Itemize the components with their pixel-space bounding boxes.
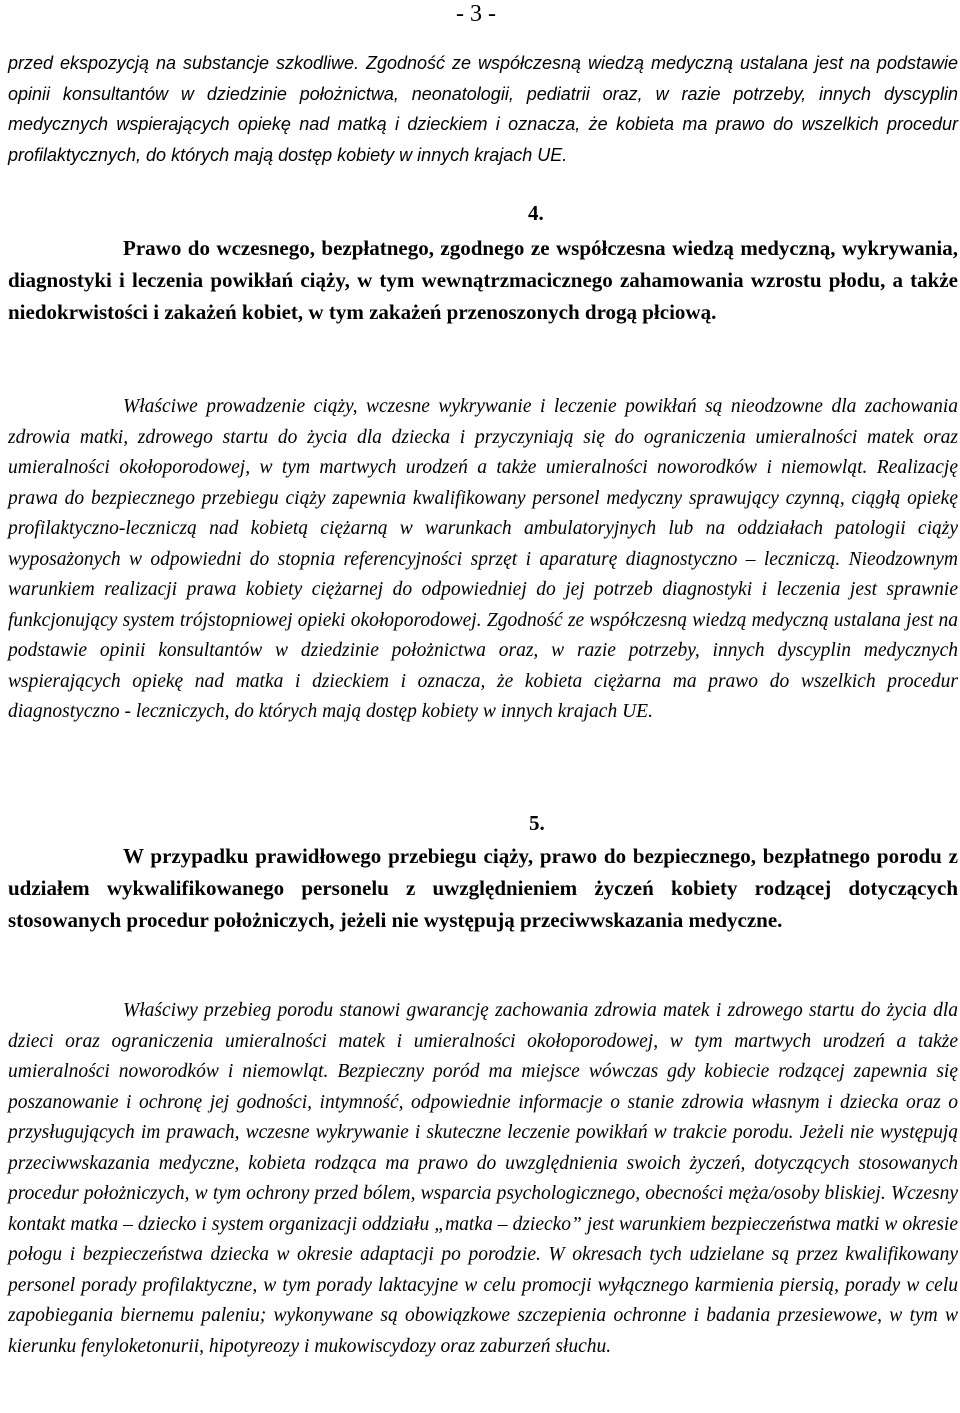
section-4-body-part2: Realizację prawa do bezpiecznego przebiegu ciąży zapewnia kwalifikowany personel medyczny sprawujący czynną, ciągłą opiekę profilaktyczno-leczniczą nad kobietą ciężarną w warunkach ambulatoryjnych lub na oddziałach patologii ciąży wyposażonych w odpowiedni do stopnia referencyjności sprzęt i aparaturę diagnostyczno – leczniczą.	[8, 457, 958, 570]
section-4-body-part1: Właściwe prowadzenie ciąży, wczesne wykrywanie i leczenie powikłań są nieodzowne dla zachowania zdrowia matki, zdrowego startu do życia dla dziecka i przyczyniają się do ograniczenia umieralności matek oraz umieralności okołoporodowej, w tym martwych urodzeń a także umieralności noworodków i niemowląt.	[8, 396, 958, 478]
section-5-body	[8, 996, 958, 1362]
section-4-body-part4: Zgodność ze współczesną wiedzą medyczną ustalana jest na podstawie opinii konsultantów w dziedzinie położnictwa oraz, w razie potrzeby, innych dyscyplin medycznych wspierających opiekę nad matka i dzieckiem i oznacza, że kobieta ciężarna ma prawo do wszelkich procedur diagnostyczno - leczniczych, do których mają dostęp kobiety w innych krajach UE.	[8, 609, 959, 722]
section-4-number: 4.	[528, 201, 544, 225]
section-4-heading: Prawo do wczesnego, bezpłatnego, zgodnego ze współczesna wiedzą medyczną, wykrywania, diagnostyki i leczenia powikłań ciąży, w tym wewnątrzmacicznego zahamowania wzrostu płodu, a także niedokrwistości i zakażeń kobiet, w tym zakażeń przenoszonych drogą płciową.	[8, 236, 958, 324]
section-5-body-part5: W okresach tych udzielane są przez kwalifikowany personel porady profilaktyczne, w tym porady laktacyjne w celu promocji wyłącznego karmienia piersią, porady w celu zapobiegania biernemu paleniu; wykonywane są obowiązkowe szczepienia ochronne i badania przesiewowe, w tym w kierunku fenyloketonurii, hipotyreozy i mukowiscydozy oraz zaburzeń słuchu.	[8, 1244, 959, 1357]
page-number: - 3 -	[456, 1, 496, 27]
section-5-heading: W przypadku prawidłowego przebiegu ciąży, prawo do bezpiecznego, bezpłatnego porodu z udziałem wykwalifikowanego personelu z uwzględnieniem życzeń kobiety rodzącej dotyczących stosowanych procedur położniczych, jeżeli nie występują przeciwwskazania medyczne.	[8, 844, 958, 932]
section-5-body-part1: Właściwy przebieg porodu stanowi gwarancję zachowania zdrowia matek i zdrowego startu do życia dla dzieci oraz ograniczenia umieralności matek i umieralności okołoporodowej, w tym martwych urodzeń a także umieralności noworodków i niemowląt.	[8, 1000, 958, 1082]
section-4-body	[8, 392, 958, 728]
section-5-body-part3: Jeżeli nie występują przeciwwskazania medyczne, kobieta rodząca ma prawo do uwzględnienia swoich życzeń, dotyczących stosowanych procedur położniczych, w tym ochrony przed bólem, wsparcia psychologicznego, obecności męża/osoby bliskiej.	[8, 1122, 959, 1204]
section-4-body-part3: Nieodzownym warunkiem realizacji prawa kobiety ciężarnej do odpowiedniej do jej potrzeb diagnostyki i leczenia jest sprawnie funkcjonujący system trójstopniowej opieki okołoporodowej.	[8, 548, 959, 631]
section-5-body-part2: Bezpieczny poród ma miejsce wówczas gdy kobiecie rodzącej zapewnia się poszanowanie i ochronę jej godności, intymność, odpowiednie informacje o stanie zdrowia własnym i dziecka oraz o przysługujących im prawach, wczesne wykrywanie i skuteczne leczenie powikłań w trakcie porodu.	[8, 1061, 958, 1143]
section-5-number: 5.	[529, 811, 545, 835]
intro-paragraph: przed ekspozycją na substancje szkodliwe. Zgodność ze współczesną wiedzą medyczną ustalana jest na podstawie opinii konsultantów w dziedzinie położnictwa, neonatologii, pediatrii oraz, w razie potrzeby, innych dyscyplin medycznych wspierających opiekę nad matką i dzieckiem i oznacza, że kobieta ma prawo do wszelkich procedur profilaktycznych, do których mają dostęp kobiety w innych krajach UE.	[8, 53, 958, 165]
section-5-body-part4: Wczesny kontakt matka – dziecko i system organizacji oddziału „matka – dziecko” jest warunkiem bezpieczeństwa matki w okresie połogu i bezpieczeństwa dziecka w okresie adaptacji po porodzie.	[8, 1183, 958, 1265]
